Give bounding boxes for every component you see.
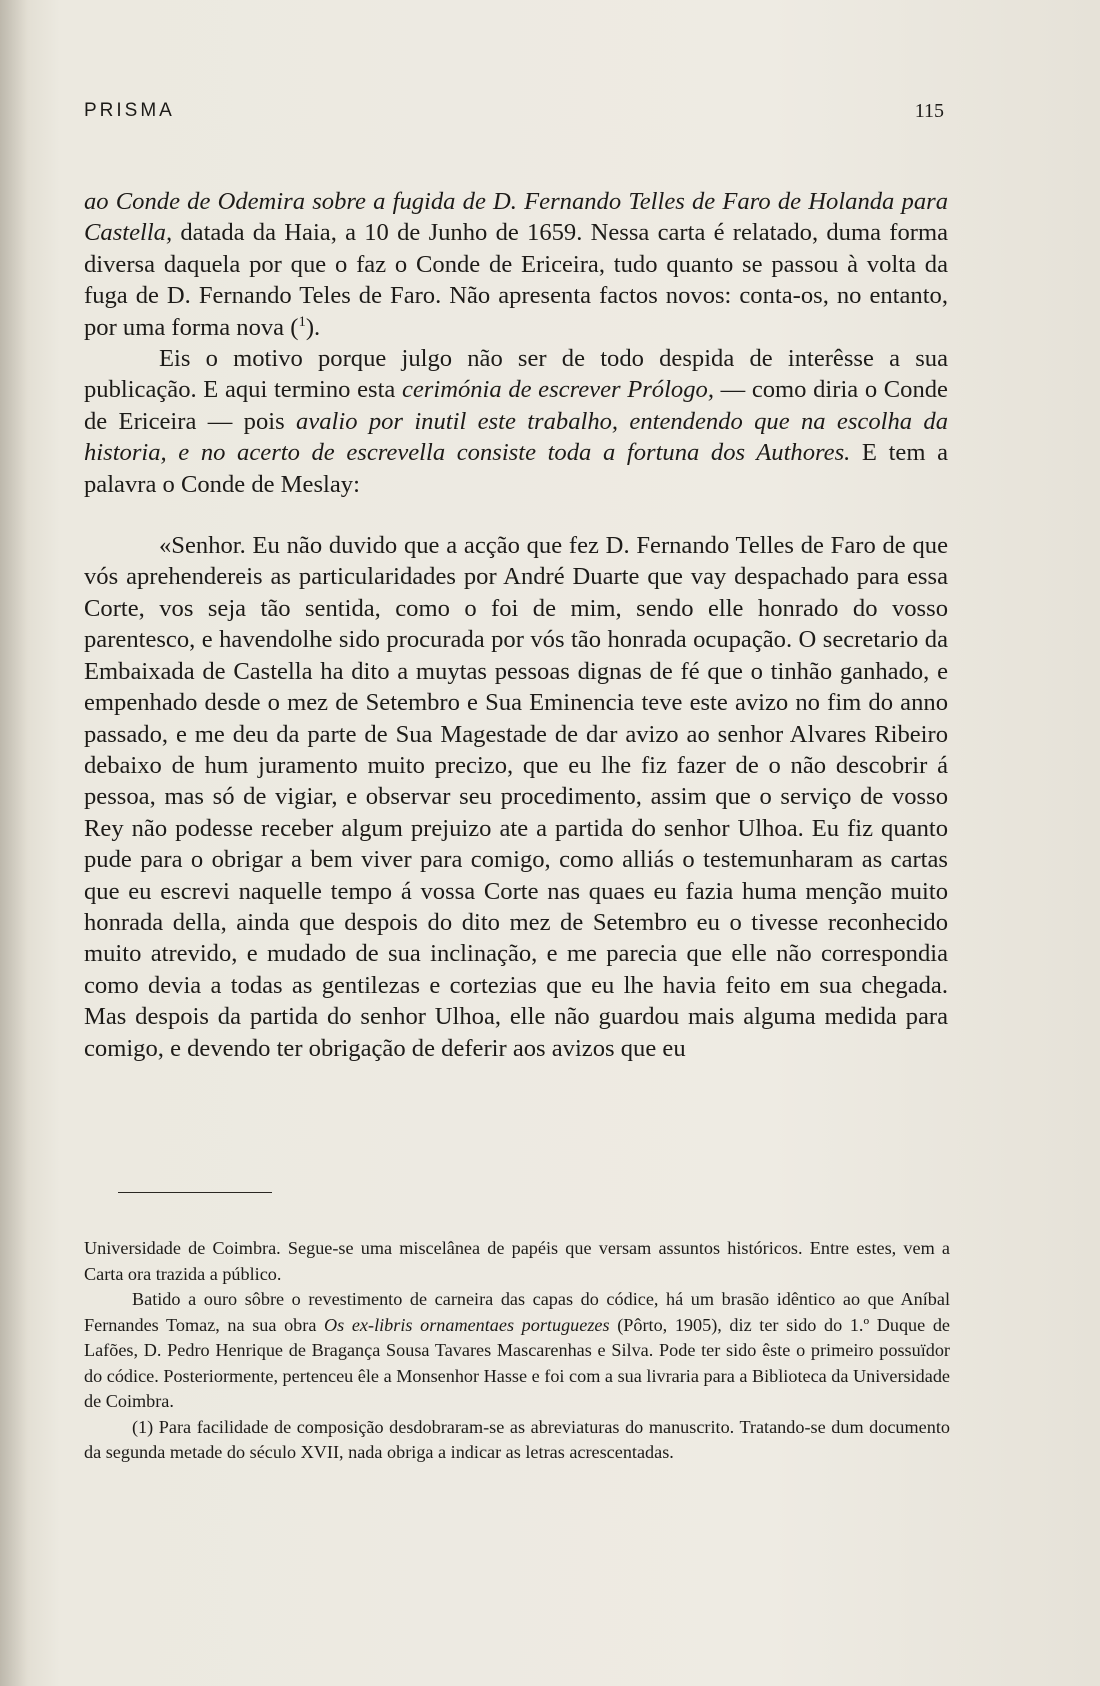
paragraph-3: «Senhor. Eu não duvido que a acção que fez D. Fernando Telles de Faro de que vós aprehendereis as particularidades por André Duarte que vay despachado para essa Corte, vos seja tão sentida, como o foi de mim, sendo elle honrado do vosso parentesco, e havendolhe sido procurada por vós tão honrada ocupação. O secretario da Embaixada de Castella ha dito a muytas pessoas dignas de fé que o tinhão ganhado, e empenhado desde o mez de Setembro e Sua Eminencia teve este avizo no fim do anno passado, e me deu da parte de Sua Magestade de dar avizo ao senhor Alvares Ribeiro debaixo de hum juramento muito precizo, que eu lhe fiz fazer de o não descobrir á pessoa, mas só de vigiar, e observar seu procedimento, assim que o serviço de vosso Rey não podesse receber algum prejuizo ate a partida do senhor Ulhoa. Eu fiz quanto pude para o obrigar a bem viver para comigo, como alliás o testemunharam as cartas que eu escrevi naquelle tempo á vossa Corte nas quaes eu fazia huma menção muito honrada della, ainda que despois do dito mez de Setembro eu o tivesse reconhecido muito atrevido, e mudado de sua inclinação, e me parecia que elle não correspondia como devia a todas as gentilezas e cortezias que eu lhe havia feito em sua chegada. Mas despois da partida do senhor Ulhoa, elle não guardou mais alguma medida para comigo, e devendo ter obrigação de deferir aos avizos que eu xyxy=(84,532,948,1062)
paragraph-1 xyxy=(84,186,948,343)
paragraph-text: E tem a palavra o Conde de Meslay: xyxy=(84,439,949,498)
footnote-paragraph xyxy=(84,1287,950,1415)
footnote-continuation: Universidade de Coimbra. Segue-se uma miscelânea de papéis que versam assuntos históricos. Entre estes, vem a Carta ora trazida a público. xyxy=(84,1238,950,1284)
paragraph-text: — como diria o Conde de Ericeira — pois xyxy=(84,376,948,435)
paragraph-text: ). xyxy=(305,313,321,341)
page-number: 115 xyxy=(914,100,944,122)
italic-phrase: ao Conde de Odemira sobre a fugida de D. Fernando Telles de Faro de Holanda para Castella, xyxy=(84,188,948,247)
italic-quotation: avalio por inutil este trabalho, entendendo que na escolha da historia, e no acerto de escrevella consiste toda a fortuna dos Authores. xyxy=(84,407,948,467)
footnote-text: Batido a ouro sôbre o revestimento de carneira das capas do códice, há um brasão idêntico ao que Aníbal Fernandes Tomaz, na sua obra xyxy=(84,1289,950,1335)
footnote-text: (Pôrto, 1905), diz ter sido do 1.º Duque de Lafões, D. Pedro Henrique de Bragança Sousa Tavares Mascarenhas e Silva. Pode ter sido êste o primeiro possuïdor do códice. Posteriormente, pertenceu êle a Monsenhor Hasse e foi com a sua livraria para a Biblioteca da Universidade de Coimbra. xyxy=(84,1314,950,1411)
footnote-reference: 1 xyxy=(298,313,306,330)
footnote-1 xyxy=(84,1415,950,1466)
paragraph-2 xyxy=(84,343,948,500)
italic-phrase: cerimónia de escrever Prólogo, xyxy=(401,376,714,404)
book-title: Os ex-libris ornamentaes portuguezes xyxy=(324,1314,610,1335)
paragraph-gap xyxy=(84,500,948,530)
footnotes xyxy=(84,1236,950,1466)
page-header xyxy=(84,100,944,130)
paragraph-text: Eis o motivo porque julgo não ser de todo despida de interêsse a sua publicação. E aqui termino esta xyxy=(84,345,948,404)
running-head: PRISMA xyxy=(84,100,175,121)
paragraph-text: datada da Haia, a 10 de Junho de 1659. Nessa carta é relatado, duma forma diversa daquela por que o faz o Conde de Ericeira, tudo quanto se passou à volta da fuga de D. Fernando Teles de Faro. Não apresenta factos novos: conta-os, no entanto, por uma forma nova ( xyxy=(84,219,948,341)
body-text xyxy=(84,186,948,1064)
footnote-marker: (1) xyxy=(132,1416,154,1437)
footnote-rule xyxy=(118,1192,272,1193)
footnote-text: Para facilidade de composição desdobraram-se as abreviaturas do manuscrito. Tratando-se dum documento da segunda metade do século XVII, nada obriga a indicar as letras acrescentadas. xyxy=(84,1416,950,1462)
